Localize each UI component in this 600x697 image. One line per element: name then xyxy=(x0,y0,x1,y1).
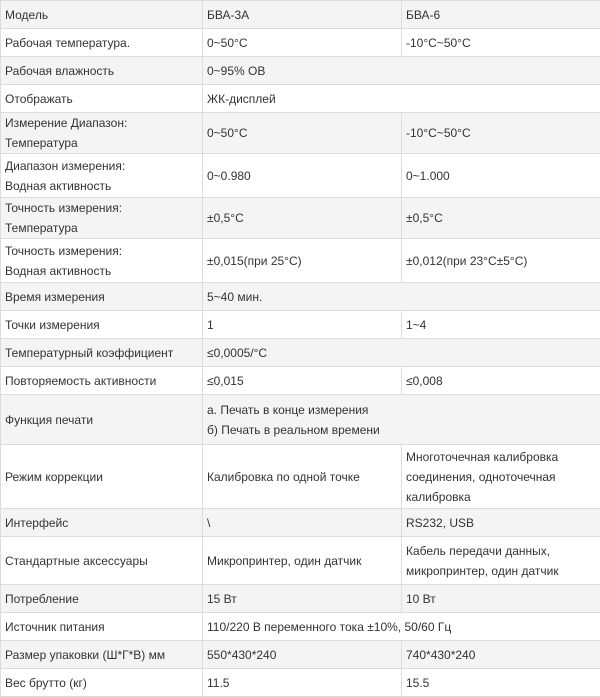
cell-text-line: 15 Вт xyxy=(207,589,397,609)
table-row xyxy=(1,509,600,537)
cell-text-line: Рабочая влажность xyxy=(5,61,198,81)
value-cell-bva-3a xyxy=(203,445,402,509)
value-cell-bva-6 xyxy=(402,113,600,154)
cell-text-line: ≤0,015 xyxy=(207,371,397,391)
value-cell-bva-6 xyxy=(402,641,600,669)
value-cell-shared xyxy=(203,339,600,367)
value-cell-shared xyxy=(203,395,600,445)
value-cell-bva-6 xyxy=(402,509,600,537)
value-cell-shared xyxy=(203,57,600,85)
cell-text-line: Водная активность xyxy=(5,176,198,196)
param-cell xyxy=(1,198,203,239)
table-row xyxy=(1,367,600,395)
cell-text-line: Режим коррекции xyxy=(5,467,198,487)
value-cell-bva-6 xyxy=(402,29,600,57)
cell-text-line: Стандартные аксессуары xyxy=(5,551,198,571)
cell-text-line: 1~4 xyxy=(406,315,596,335)
value-cell-bva-6 xyxy=(402,585,600,613)
cell-text-line: Водная активность xyxy=(5,261,198,281)
table-row xyxy=(1,585,600,613)
value-cell-bva-6 xyxy=(402,537,600,585)
cell-text-line: -10°C~50°C xyxy=(406,123,596,143)
cell-text-line: БВА-3А xyxy=(207,5,397,25)
cell-text-line: Интерфейс xyxy=(5,513,198,533)
param-cell xyxy=(1,537,203,585)
cell-text-line: ≤0,0005/°C xyxy=(207,343,596,363)
param-cell xyxy=(1,613,203,641)
cell-text-line: 0~50°C xyxy=(207,123,397,143)
cell-text-line: Диапазон измерения: xyxy=(5,156,198,176)
cell-text-line: б) Печать в реальном времени xyxy=(207,420,596,440)
value-cell-shared xyxy=(203,283,600,311)
cell-text-line: ±0,015(при 25°C) xyxy=(207,251,397,271)
param-cell xyxy=(1,154,203,198)
cell-text-line: Микропринтер, один датчик xyxy=(207,551,397,571)
cell-text-line: 11.5 xyxy=(207,673,397,693)
table-row xyxy=(1,669,600,697)
cell-text-line: ЖК-дисплей xyxy=(207,89,596,109)
value-cell-bva-3a xyxy=(203,311,402,339)
spec-table-body xyxy=(1,1,600,697)
value-cell-bva-6 xyxy=(402,669,600,697)
cell-text-line: 10 Вт xyxy=(406,589,596,609)
value-cell-bva-3a xyxy=(203,1,402,29)
cell-text-line: а. Печать в конце измерения xyxy=(207,400,596,420)
value-cell-bva-3a xyxy=(203,113,402,154)
cell-text-line: 740*430*240 xyxy=(406,645,596,665)
cell-text-line: 0~0.980 xyxy=(207,166,397,186)
cell-text-line: калибровка xyxy=(406,487,596,507)
param-cell xyxy=(1,29,203,57)
value-cell-bva-3a xyxy=(203,367,402,395)
value-cell-bva-3a xyxy=(203,154,402,198)
cell-text-line: 0~1.000 xyxy=(406,166,596,186)
cell-text-line: Модель xyxy=(5,5,198,25)
cell-text-line: Точность измерения: Температура xyxy=(5,198,198,238)
table-row xyxy=(1,339,600,367)
param-cell xyxy=(1,1,203,29)
table-row xyxy=(1,154,600,198)
table-row xyxy=(1,85,600,113)
value-cell-bva-6 xyxy=(402,154,600,198)
cell-text-line: RS232, USB xyxy=(406,513,596,533)
value-cell-bva-3a xyxy=(203,29,402,57)
cell-text-line: 0~95% ОВ xyxy=(207,61,596,81)
value-cell-bva-6 xyxy=(402,239,600,283)
cell-text-line: ±0,5°C xyxy=(207,208,397,228)
cell-text-line: Повторяемость активности xyxy=(5,371,198,391)
value-cell-bva-3a xyxy=(203,239,402,283)
table-row xyxy=(1,113,600,154)
cell-text-line: Температурный коэффициент xyxy=(5,343,198,363)
table-row xyxy=(1,1,600,29)
cell-text-line: соединения, одноточечная xyxy=(406,467,596,487)
param-cell xyxy=(1,641,203,669)
table-row xyxy=(1,445,600,509)
cell-text-line: Точки измерения xyxy=(5,315,198,335)
value-cell-bva-3a xyxy=(203,641,402,669)
value-cell-bva-6 xyxy=(402,1,600,29)
cell-text-line: ±0,5°C xyxy=(406,208,596,228)
value-cell-bva-3a xyxy=(203,669,402,697)
param-cell xyxy=(1,311,203,339)
cell-text-line: Рабочая температура. xyxy=(5,33,198,53)
cell-text-line: микропринтер, один датчик xyxy=(406,561,596,581)
cell-text-line: 1 xyxy=(207,315,397,335)
cell-text-line: Вес брутто (кг) xyxy=(5,673,198,693)
table-row xyxy=(1,395,600,445)
cell-text-line: ±0,012(при 23°C±5°C) xyxy=(406,251,596,271)
table-row xyxy=(1,239,600,283)
param-cell xyxy=(1,339,203,367)
param-cell xyxy=(1,445,203,509)
cell-text-line: 5~40 мин. xyxy=(207,287,596,307)
param-cell xyxy=(1,113,203,154)
param-cell xyxy=(1,239,203,283)
param-cell xyxy=(1,585,203,613)
cell-text-line: Измерение Диапазон: Температура xyxy=(5,113,198,153)
value-cell-bva-6 xyxy=(402,311,600,339)
cell-text-line: Время измерения xyxy=(5,287,198,307)
param-cell xyxy=(1,509,203,537)
cell-text-line: 550*430*240 xyxy=(207,645,397,665)
table-row xyxy=(1,29,600,57)
value-cell-bva-6 xyxy=(402,445,600,509)
cell-text-line: -10°C~50°C xyxy=(406,33,596,53)
param-cell xyxy=(1,367,203,395)
value-cell-shared xyxy=(203,85,600,113)
cell-text-line: БВА-6 xyxy=(406,5,596,25)
value-cell-bva-3a xyxy=(203,537,402,585)
param-cell xyxy=(1,395,203,445)
param-cell xyxy=(1,57,203,85)
cell-text-line: Размер упаковки (Ш*Г*В) мм xyxy=(5,645,198,665)
cell-text-line: Отображать xyxy=(5,89,198,109)
cell-text-line: Точность измерения: xyxy=(5,241,198,261)
value-cell-bva-6 xyxy=(402,198,600,239)
value-cell-bva-3a xyxy=(203,585,402,613)
cell-text-line: ≤0,008 xyxy=(406,371,596,391)
value-cell-bva-3a xyxy=(203,509,402,537)
cell-text-line: 110/220 В переменного тока ±10%, 50/60 Гц xyxy=(207,617,596,637)
cell-text-line: \ xyxy=(207,513,397,533)
table-row xyxy=(1,198,600,239)
table-row xyxy=(1,57,600,85)
table-row xyxy=(1,283,600,311)
cell-text-line: Потребление xyxy=(5,589,198,609)
cell-text-line: Функция печати xyxy=(5,410,198,430)
cell-text-line: Калибровка по одной точке xyxy=(207,467,397,487)
table-row xyxy=(1,311,600,339)
cell-text-line: Кабель передачи данных, xyxy=(406,541,596,561)
table-row xyxy=(1,537,600,585)
value-cell-shared xyxy=(203,613,600,641)
value-cell-bva-6 xyxy=(402,367,600,395)
param-cell xyxy=(1,669,203,697)
param-cell xyxy=(1,85,203,113)
value-cell-bva-3a xyxy=(203,198,402,239)
table-row xyxy=(1,641,600,669)
cell-text-line: Многоточечная калибровка xyxy=(406,447,596,467)
cell-text-line: 0~50°C xyxy=(207,33,397,53)
param-cell xyxy=(1,283,203,311)
table-row xyxy=(1,613,600,641)
cell-text-line: Источник питания xyxy=(5,617,198,637)
cell-text-line: 15.5 xyxy=(406,673,596,693)
